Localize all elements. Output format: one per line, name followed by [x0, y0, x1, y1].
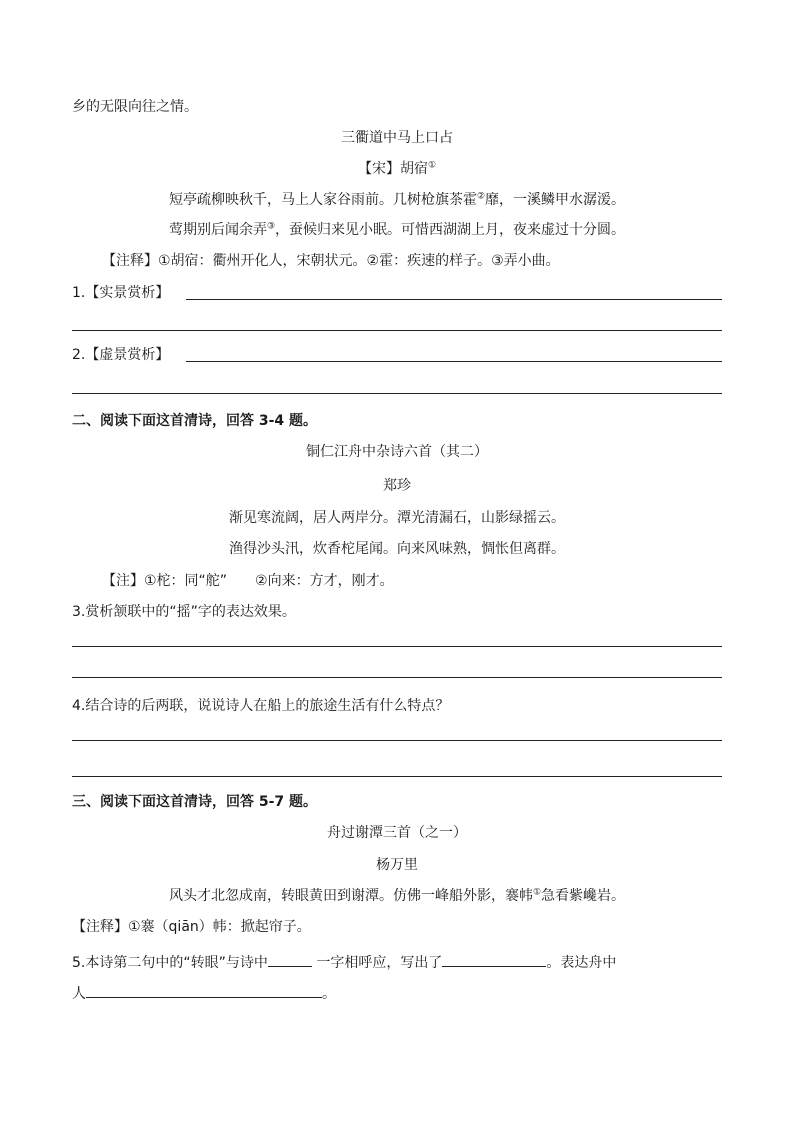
footnote-mark: ② — [476, 191, 486, 202]
footnote-mark: ① — [427, 160, 437, 171]
section2-heading: 二、阅读下面这首清诗，回答 3-4 题。 — [72, 413, 318, 429]
poem2-line1: 渐见寒流阔，居人两岸分。潭光清漏石，山影绿摇云。 — [229, 510, 565, 526]
poem2-author: 郑珍 — [383, 478, 411, 494]
answer-line[interactable] — [72, 646, 722, 647]
answer-line[interactable] — [186, 361, 722, 362]
answer-line[interactable] — [72, 393, 722, 394]
question-4: 4.结合诗的后两联，说说诗人在船上的旅途生活有什么特点？ — [72, 698, 450, 714]
footnote-mark: ③ — [266, 221, 276, 232]
section3-heading: 三、阅读下面这首清诗，回答 5-7 题。 — [72, 794, 318, 810]
poem2-note: 【注】①柁：同“舵” ②向来：方才，刚才。 — [102, 573, 394, 589]
poem3-title: 舟过谢潭三首（之一） — [327, 825, 467, 841]
question-3: 3.赏析颔联中的“摇”字的表达效果。 — [72, 604, 296, 620]
poem3-author: 杨万里 — [376, 857, 418, 873]
answer-line[interactable] — [72, 740, 722, 741]
question-5-line1: 5.本诗第二句中的“转眼”与诗中 一字相呼应，写出了 。表达舟中 — [72, 955, 617, 971]
poem1-author: 【宋】胡宿① — [357, 160, 437, 177]
intro-continuation: 乡的无限向往之情。 — [72, 99, 198, 115]
poem3-line1: 风头才北忽成南，转眼黄田到谢潭。仿佛一峰船外影，褰帏①急看紫巉岩。 — [168, 887, 626, 904]
question-2-label: 2.【虚景赏析】 — [72, 347, 170, 363]
question-5-line2: 人 。 — [72, 986, 336, 1002]
poem1-line1: 短亭疏柳映秋千，马上人家谷雨前。几树枪旗茶霍②靡，一溪鳞甲水潺湲。 — [168, 191, 626, 208]
answer-line[interactable] — [72, 330, 722, 331]
fill-blank[interactable] — [86, 984, 322, 998]
answer-line[interactable] — [72, 677, 722, 678]
poem3-note: 【注释】①褰（qiān）帏：掀起帘子。 — [72, 919, 311, 935]
fill-blank[interactable] — [268, 953, 312, 967]
poem2-title: 铜仁江舟中杂诗六首（其二） — [306, 444, 488, 460]
poem1-line2: 莺期别后闻余弄③，蚕候归来见小眠。可惜西湖湖上月，夜来虚过十分圆。 — [168, 221, 626, 238]
question-1-label: 1.【实景赏析】 — [72, 285, 170, 301]
fill-blank[interactable] — [442, 953, 546, 967]
poem1-title: 三衢道中马上口占 — [341, 130, 453, 146]
answer-line[interactable] — [186, 299, 722, 300]
answer-line[interactable] — [72, 776, 722, 777]
poem2-line2: 渔得沙头汛，炊香柁尾闻。向来风味熟，惆怅但离群。 — [229, 541, 565, 557]
footnote-mark: ① — [532, 887, 542, 898]
poem1-note: 【注释】①胡宿：衢州开化人，宋朝状元。②霍：疾速的样子。③弄小曲。 — [102, 253, 560, 269]
